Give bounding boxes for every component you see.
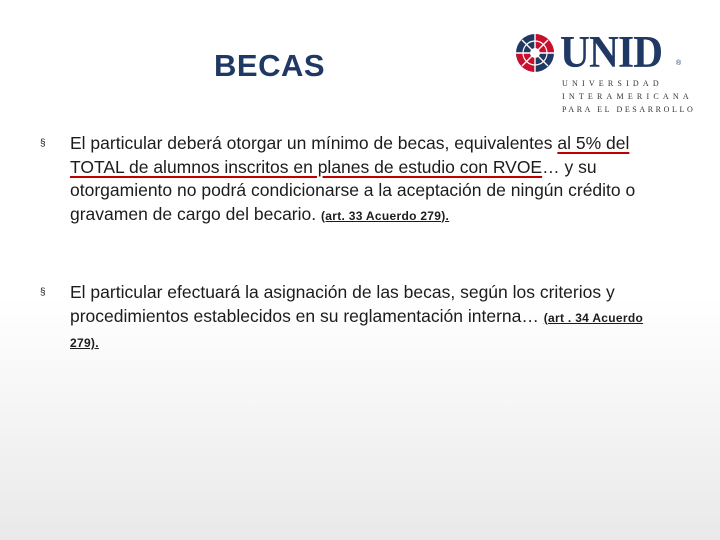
slide-title: BECAS [214, 48, 326, 83]
bullet-text [70, 132, 670, 228]
bullet-reference: (art . 34 Acuerdo 279). [70, 310, 644, 350]
logo-line-3: PARA EL DESARROLLO [562, 105, 696, 114]
bullet-text [70, 281, 670, 356]
logo-wordmark: UNID [560, 27, 663, 77]
bullet-reference: (art. 33 Acuerdo 279). [320, 208, 450, 223]
globe-logo-icon [514, 32, 556, 74]
bullet-marker-icon: § [40, 138, 46, 149]
logo-line-1: UNIVERSIDAD [562, 79, 663, 88]
bullet-text-start: El particular deberá otorgar un mínimo de becas, equivalentes [70, 133, 558, 153]
bullet-text-start: El particular efectuará la asignación de las becas, según los criterios y procedimientos establecidos en su reglamentación interna… [70, 282, 615, 326]
logo-registered-mark: ® [676, 60, 682, 67]
unid-logo [514, 27, 696, 120]
logo-line-2: INTERAMERICANA [562, 92, 693, 101]
bullet-item [40, 281, 670, 356]
bullet-highlight: al 5% del TOTAL de alumnos inscritos en planes de estudio con RVOE [70, 133, 630, 177]
bullet-item [40, 132, 670, 228]
bullet-text-end: … y su otorgamiento no podrá condicionarse a la aceptación de ningún crédito o gravamen de cargo del becario. [70, 156, 636, 224]
bullet-marker-icon: § [40, 287, 46, 298]
